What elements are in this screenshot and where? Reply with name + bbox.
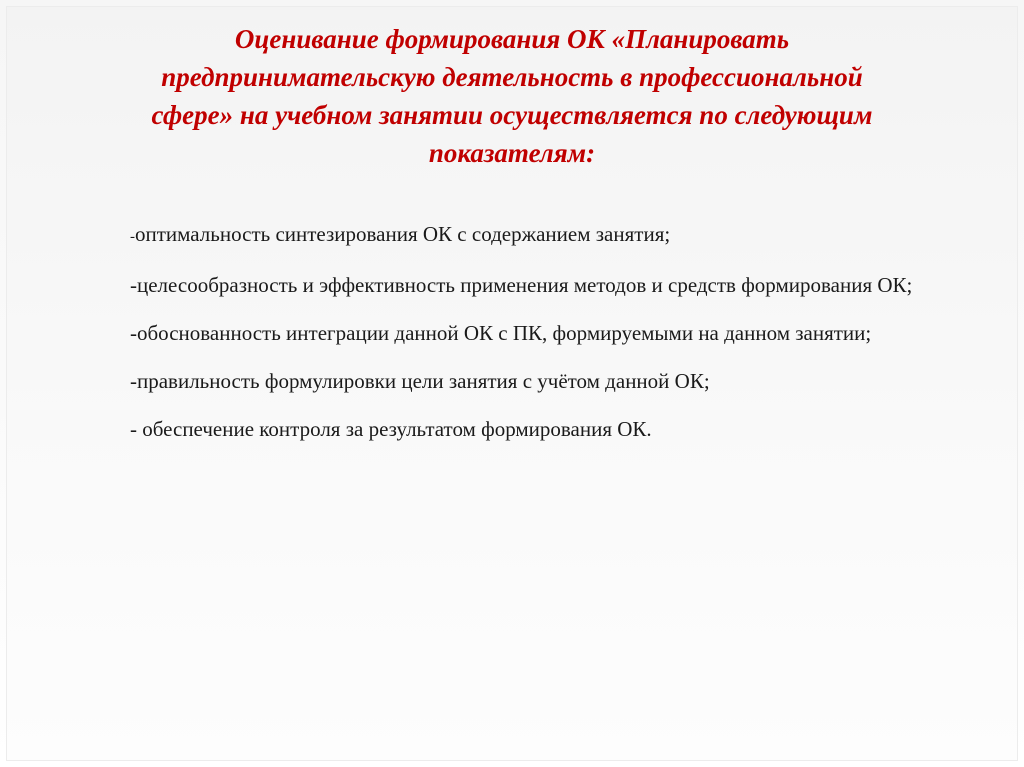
slide-title-line: сфере» на учебном занятии осуществляется по следующим: [151, 100, 873, 130]
indicator-text: -правильность формулировки цели занятия с учётом данной ОК;: [130, 369, 710, 393]
indicator-text: - обеспечение контроля за результатом формирования ОК.: [130, 417, 652, 441]
indicator-item: [98, 273, 964, 297]
indicator-text: оптимальность синтезирования ОК с содержанием занятия;: [135, 222, 671, 246]
indicator-item: [98, 369, 964, 393]
indicator-text: -целесообразность и эффективность применения методов и средств формирования ОК;: [130, 273, 913, 297]
indicator-item: [98, 417, 964, 441]
indicator-text: -обоснованность интеграции данной ОК с ПК, формируемыми на данном занятии;: [130, 321, 872, 345]
slide-title-line: Оценивание формирования ОК «Планировать: [234, 24, 790, 54]
slide-title-line: предпринимательскую деятельность в профессиональной: [161, 62, 863, 92]
indicator-dash: -: [130, 229, 135, 245]
indicator-item: [98, 222, 964, 249]
slide-title-line: показателям:: [428, 138, 596, 168]
slide-title: [60, 20, 964, 172]
indicator-item: [98, 321, 964, 345]
indicators-list: [98, 222, 964, 465]
